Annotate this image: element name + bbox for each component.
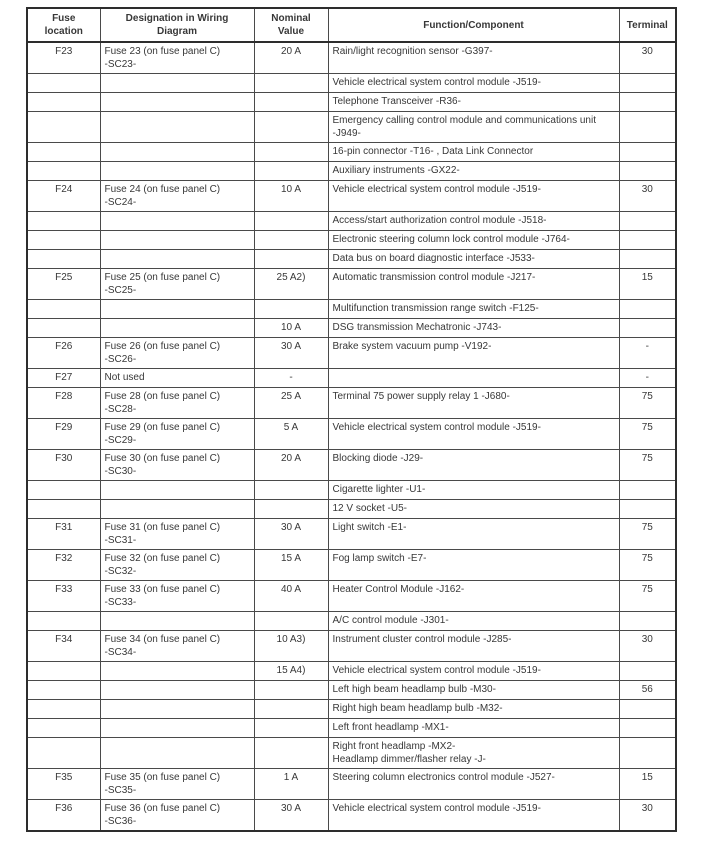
terminal-cell xyxy=(619,300,676,319)
fuse-location-cell: F36 xyxy=(27,800,100,832)
fuse-location-cell xyxy=(27,612,100,631)
fuse-location-cell: F23 xyxy=(27,42,100,74)
fuse-location-cell: F27 xyxy=(27,369,100,388)
table-row xyxy=(27,231,676,250)
terminal-cell xyxy=(619,612,676,631)
nominal-value-cell: 25 A xyxy=(254,388,328,419)
nominal-value-cell: 10 A3) xyxy=(254,631,328,662)
terminal-cell: 56 xyxy=(619,681,676,700)
function-cell: Electronic steering column lock control module -J764- xyxy=(328,231,619,250)
nominal-value-cell: 10 A xyxy=(254,181,328,212)
table-row xyxy=(27,700,676,719)
designation-cell xyxy=(100,612,254,631)
designation-cell xyxy=(100,112,254,143)
function-cell: Telephone Transceiver -R36- xyxy=(328,93,619,112)
function-cell: Emergency calling control module and communications unit -J949- xyxy=(328,112,619,143)
nominal-value-cell: 30 A xyxy=(254,800,328,832)
nominal-value-cell: 1 A xyxy=(254,769,328,800)
table-row xyxy=(27,419,676,450)
table-row xyxy=(27,581,676,612)
terminal-cell xyxy=(619,231,676,250)
function-cell: Light switch -E1- xyxy=(328,519,619,550)
terminal-cell xyxy=(619,700,676,719)
fuse-location-cell xyxy=(27,700,100,719)
table-row xyxy=(27,112,676,143)
terminal-cell: 15 xyxy=(619,269,676,300)
fuse-location-cell xyxy=(27,500,100,519)
function-cell: Brake system vacuum pump -V192- xyxy=(328,338,619,369)
fuse-location-cell: F29 xyxy=(27,419,100,450)
designation-cell: Fuse 26 (on fuse panel C) -SC26- xyxy=(100,338,254,369)
nominal-value-cell: 40 A xyxy=(254,581,328,612)
nominal-value-cell: 10 A xyxy=(254,319,328,338)
table-row xyxy=(27,319,676,338)
table-row xyxy=(27,612,676,631)
fuse-location-cell xyxy=(27,662,100,681)
function-cell: Multifunction transmission range switch -F125- xyxy=(328,300,619,319)
nominal-value-cell: 15 A4) xyxy=(254,662,328,681)
header-row xyxy=(27,8,676,42)
column-header-fuse-location: Fuse location xyxy=(27,8,100,42)
designation-cell: Fuse 25 (on fuse panel C) -SC25- xyxy=(100,269,254,300)
fuse-location-cell xyxy=(27,319,100,338)
nominal-value-cell xyxy=(254,719,328,738)
function-cell: Fog lamp switch -E7- xyxy=(328,550,619,581)
designation-cell xyxy=(100,319,254,338)
table-row xyxy=(27,42,676,74)
fuse-location-cell xyxy=(27,719,100,738)
terminal-cell: 15 xyxy=(619,769,676,800)
table-row xyxy=(27,162,676,181)
designation-cell: Not used xyxy=(100,369,254,388)
function-cell: 12 V socket -U5- xyxy=(328,500,619,519)
table-row xyxy=(27,500,676,519)
fuse-location-cell xyxy=(27,74,100,93)
function-cell: Vehicle electrical system control module -J519- xyxy=(328,419,619,450)
fuse-location-cell: F24 xyxy=(27,181,100,212)
table-row xyxy=(27,93,676,112)
fuse-location-cell: F33 xyxy=(27,581,100,612)
terminal-cell: 30 xyxy=(619,800,676,832)
fuse-location-cell xyxy=(27,481,100,500)
nominal-value-cell: 15 A xyxy=(254,550,328,581)
nominal-value-cell xyxy=(254,231,328,250)
designation-cell xyxy=(100,231,254,250)
nominal-value-cell xyxy=(254,700,328,719)
designation-cell xyxy=(100,74,254,93)
nominal-value-cell xyxy=(254,93,328,112)
table-row xyxy=(27,738,676,769)
function-cell: Instrument cluster control module -J285- xyxy=(328,631,619,662)
fuse-location-cell xyxy=(27,231,100,250)
fuse-location-cell: F28 xyxy=(27,388,100,419)
fuse-location-cell xyxy=(27,681,100,700)
nominal-value-cell: 5 A xyxy=(254,419,328,450)
designation-cell xyxy=(100,300,254,319)
fuse-location-cell xyxy=(27,300,100,319)
function-cell: A/C control module -J301- xyxy=(328,612,619,631)
designation-cell: Fuse 32 (on fuse panel C) -SC32- xyxy=(100,550,254,581)
nominal-value-cell xyxy=(254,681,328,700)
fuse-location-cell xyxy=(27,212,100,231)
function-cell: Rain/light recognition sensor -G397- xyxy=(328,42,619,74)
function-cell: Terminal 75 power supply relay 1 -J680- xyxy=(328,388,619,419)
terminal-cell xyxy=(619,74,676,93)
fuse-location-cell: F34 xyxy=(27,631,100,662)
designation-cell: Fuse 34 (on fuse panel C) -SC34- xyxy=(100,631,254,662)
terminal-cell: 30 xyxy=(619,631,676,662)
fuse-location-cell xyxy=(27,162,100,181)
terminal-cell xyxy=(619,93,676,112)
designation-cell: Fuse 23 (on fuse panel C) -SC23- xyxy=(100,42,254,74)
table-row xyxy=(27,481,676,500)
fuse-location-cell: F32 xyxy=(27,550,100,581)
column-header-function-component: Function/Component xyxy=(328,8,619,42)
table-row xyxy=(27,388,676,419)
designation-cell xyxy=(100,500,254,519)
terminal-cell xyxy=(619,112,676,143)
function-cell: Access/start authorization control module -J518- xyxy=(328,212,619,231)
nominal-value-cell xyxy=(254,738,328,769)
fuse-table-body xyxy=(27,42,676,831)
nominal-value-cell xyxy=(254,500,328,519)
table-row xyxy=(27,769,676,800)
terminal-cell: 30 xyxy=(619,42,676,74)
function-cell: Right front headlamp -MX2- Headlamp dimmer/flasher relay -J- xyxy=(328,738,619,769)
table-row xyxy=(27,519,676,550)
nominal-value-cell xyxy=(254,162,328,181)
terminal-cell: - xyxy=(619,369,676,388)
terminal-cell: 75 xyxy=(619,581,676,612)
terminal-cell: 75 xyxy=(619,450,676,481)
table-row xyxy=(27,719,676,738)
designation-cell xyxy=(100,700,254,719)
function-cell: DSG transmission Mechatronic -J743- xyxy=(328,319,619,338)
nominal-value-cell xyxy=(254,143,328,162)
terminal-cell xyxy=(619,500,676,519)
fuse-location-cell xyxy=(27,738,100,769)
column-header-designation: Designation in Wiring Diagram xyxy=(100,8,254,42)
function-cell: Auxiliary instruments -GX22- xyxy=(328,162,619,181)
function-cell: Left high beam headlamp bulb -M30- xyxy=(328,681,619,700)
terminal-cell xyxy=(619,662,676,681)
terminal-cell xyxy=(619,250,676,269)
fuse-location-cell xyxy=(27,250,100,269)
designation-cell xyxy=(100,481,254,500)
function-cell: Blocking diode -J29- xyxy=(328,450,619,481)
fuse-location-cell: F35 xyxy=(27,769,100,800)
function-cell: Vehicle electrical system control module -J519- xyxy=(328,662,619,681)
function-cell: Left front headlamp -MX1- xyxy=(328,719,619,738)
nominal-value-cell xyxy=(254,300,328,319)
designation-cell: Fuse 28 (on fuse panel C) -SC28- xyxy=(100,388,254,419)
table-row xyxy=(27,338,676,369)
designation-cell: Fuse 36 (on fuse panel C) -SC36- xyxy=(100,800,254,832)
designation-cell: Fuse 24 (on fuse panel C) -SC24- xyxy=(100,181,254,212)
designation-cell xyxy=(100,719,254,738)
fuse-location-cell: F30 xyxy=(27,450,100,481)
terminal-cell xyxy=(619,481,676,500)
nominal-value-cell: 30 A xyxy=(254,338,328,369)
table-row xyxy=(27,181,676,212)
designation-cell: Fuse 33 (on fuse panel C) -SC33- xyxy=(100,581,254,612)
terminal-cell: 75 xyxy=(619,419,676,450)
column-header-terminal: Terminal xyxy=(619,8,676,42)
table-row xyxy=(27,631,676,662)
nominal-value-cell: 20 A xyxy=(254,42,328,74)
designation-cell xyxy=(100,738,254,769)
nominal-value-cell xyxy=(254,74,328,93)
fuse-assignment-table xyxy=(26,7,677,832)
designation-cell xyxy=(100,681,254,700)
nominal-value-cell xyxy=(254,612,328,631)
nominal-value-cell xyxy=(254,212,328,231)
terminal-cell xyxy=(619,738,676,769)
designation-cell: Fuse 35 (on fuse panel C) -SC35- xyxy=(100,769,254,800)
terminal-cell xyxy=(619,162,676,181)
terminal-cell xyxy=(619,212,676,231)
function-cell: Data bus on board diagnostic interface -J533- xyxy=(328,250,619,269)
table-row xyxy=(27,369,676,388)
terminal-cell xyxy=(619,319,676,338)
table-row xyxy=(27,681,676,700)
nominal-value-cell xyxy=(254,250,328,269)
column-header-nominal-value: Nominal Value xyxy=(254,8,328,42)
designation-cell: Fuse 30 (on fuse panel C) -SC30- xyxy=(100,450,254,481)
fuse-location-cell: F25 xyxy=(27,269,100,300)
function-cell: Cigarette lighter -U1- xyxy=(328,481,619,500)
terminal-cell: 75 xyxy=(619,550,676,581)
nominal-value-cell: 30 A xyxy=(254,519,328,550)
nominal-value-cell xyxy=(254,112,328,143)
table-row xyxy=(27,450,676,481)
function-cell: Vehicle electrical system control module -J519- xyxy=(328,74,619,93)
designation-cell: Fuse 31 (on fuse panel C) -SC31- xyxy=(100,519,254,550)
designation-cell: Fuse 29 (on fuse panel C) -SC29- xyxy=(100,419,254,450)
fuse-location-cell xyxy=(27,112,100,143)
function-cell: Steering column electronics control module -J527- xyxy=(328,769,619,800)
table-row xyxy=(27,800,676,832)
function-cell: Right high beam headlamp bulb -M32- xyxy=(328,700,619,719)
table-row xyxy=(27,269,676,300)
terminal-cell: 75 xyxy=(619,519,676,550)
fuse-location-cell: F26 xyxy=(27,338,100,369)
table-row xyxy=(27,143,676,162)
designation-cell xyxy=(100,93,254,112)
fuse-table-header xyxy=(27,8,676,42)
function-cell: Heater Control Module -J162- xyxy=(328,581,619,612)
terminal-cell: 75 xyxy=(619,388,676,419)
function-cell xyxy=(328,369,619,388)
nominal-value-cell: 25 A2) xyxy=(254,269,328,300)
terminal-cell xyxy=(619,143,676,162)
nominal-value-cell: 20 A xyxy=(254,450,328,481)
table-row xyxy=(27,250,676,269)
fuse-location-cell xyxy=(27,143,100,162)
terminal-cell: 30 xyxy=(619,181,676,212)
function-cell: Vehicle electrical system control module -J519- xyxy=(328,181,619,212)
fuse-location-cell: F31 xyxy=(27,519,100,550)
designation-cell xyxy=(100,662,254,681)
function-cell: Vehicle electrical system control module -J519- xyxy=(328,800,619,832)
table-row xyxy=(27,74,676,93)
function-cell: 16-pin connector -T16- , Data Link Connector xyxy=(328,143,619,162)
terminal-cell: - xyxy=(619,338,676,369)
table-row xyxy=(27,300,676,319)
function-cell: Automatic transmission control module -J217- xyxy=(328,269,619,300)
fuse-location-cell xyxy=(27,93,100,112)
designation-cell xyxy=(100,250,254,269)
designation-cell xyxy=(100,212,254,231)
nominal-value-cell: - xyxy=(254,369,328,388)
table-row xyxy=(27,550,676,581)
terminal-cell xyxy=(619,719,676,738)
designation-cell xyxy=(100,162,254,181)
table-row xyxy=(27,662,676,681)
table-row xyxy=(27,212,676,231)
nominal-value-cell xyxy=(254,481,328,500)
designation-cell xyxy=(100,143,254,162)
